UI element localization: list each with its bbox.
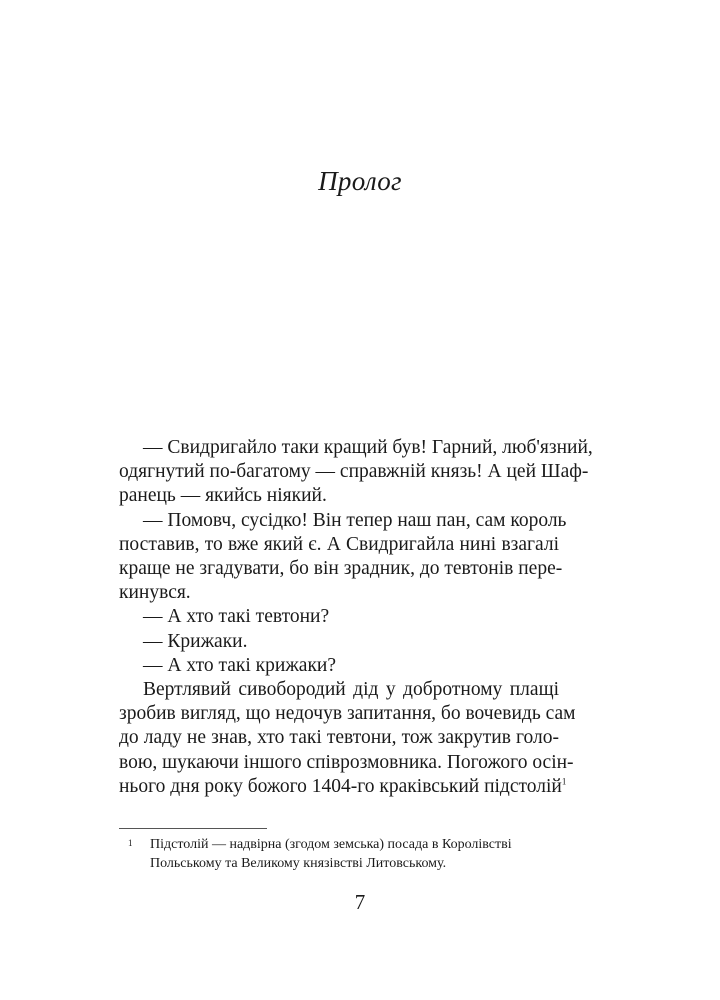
text-line: ранець — якийсь ніякий. — [119, 485, 327, 507]
text-line: — Свидригайло таки кращий був! Гарний, люб'язний, — [143, 437, 593, 458]
text-line-with-footnote — [119, 775, 567, 799]
text-line: — А хто такі крижаки? — [143, 654, 337, 676]
text-line: зробив вигляд, що недочув запитання, бо вочевидь сам — [119, 703, 576, 725]
footnote-marker[interactable]: 1 — [561, 776, 567, 787]
text-line: нього дня року божого 1404-го краківський підстолій — [119, 775, 562, 797]
footnote — [128, 836, 558, 873]
chapter-title: Пролог — [318, 166, 402, 196]
body-text — [119, 436, 593, 799]
text-line: краще не згадувати, бо він зрадник, до тевтонів пере- — [119, 558, 563, 580]
text-line: одягнутий по-багатому — справжній князь! А цей Шаф- — [119, 461, 589, 483]
text-line: поставив, то вже який є. А Свидригайла нині взагалі — [119, 533, 559, 555]
text-line: кинувся. — [119, 582, 191, 604]
footnote-number: 1 — [128, 838, 133, 848]
page-number: 7 — [354, 890, 366, 914]
text-line: до ладу не знав, хто такі тевтони, тож закрутив голо- — [119, 727, 559, 749]
text-line: вою, шукаючи іншого співрозмовника. Погожого осін- — [119, 751, 574, 773]
text-line: Вертлявий сивобородий дід у добротному плащі — [143, 679, 559, 701]
text-line: — А хто такі тевтони? — [143, 606, 330, 628]
text-line: — Помовч, сусідко! Він тепер наш пан, сам король — [143, 509, 567, 531]
footnote-divider — [119, 828, 267, 829]
text-line: — Крижаки. — [143, 630, 248, 652]
footnote-text: Підстолій — надвірна (згодом земська) посада в Королівстві Польському та Великому князівстві Литовському. — [150, 837, 512, 871]
